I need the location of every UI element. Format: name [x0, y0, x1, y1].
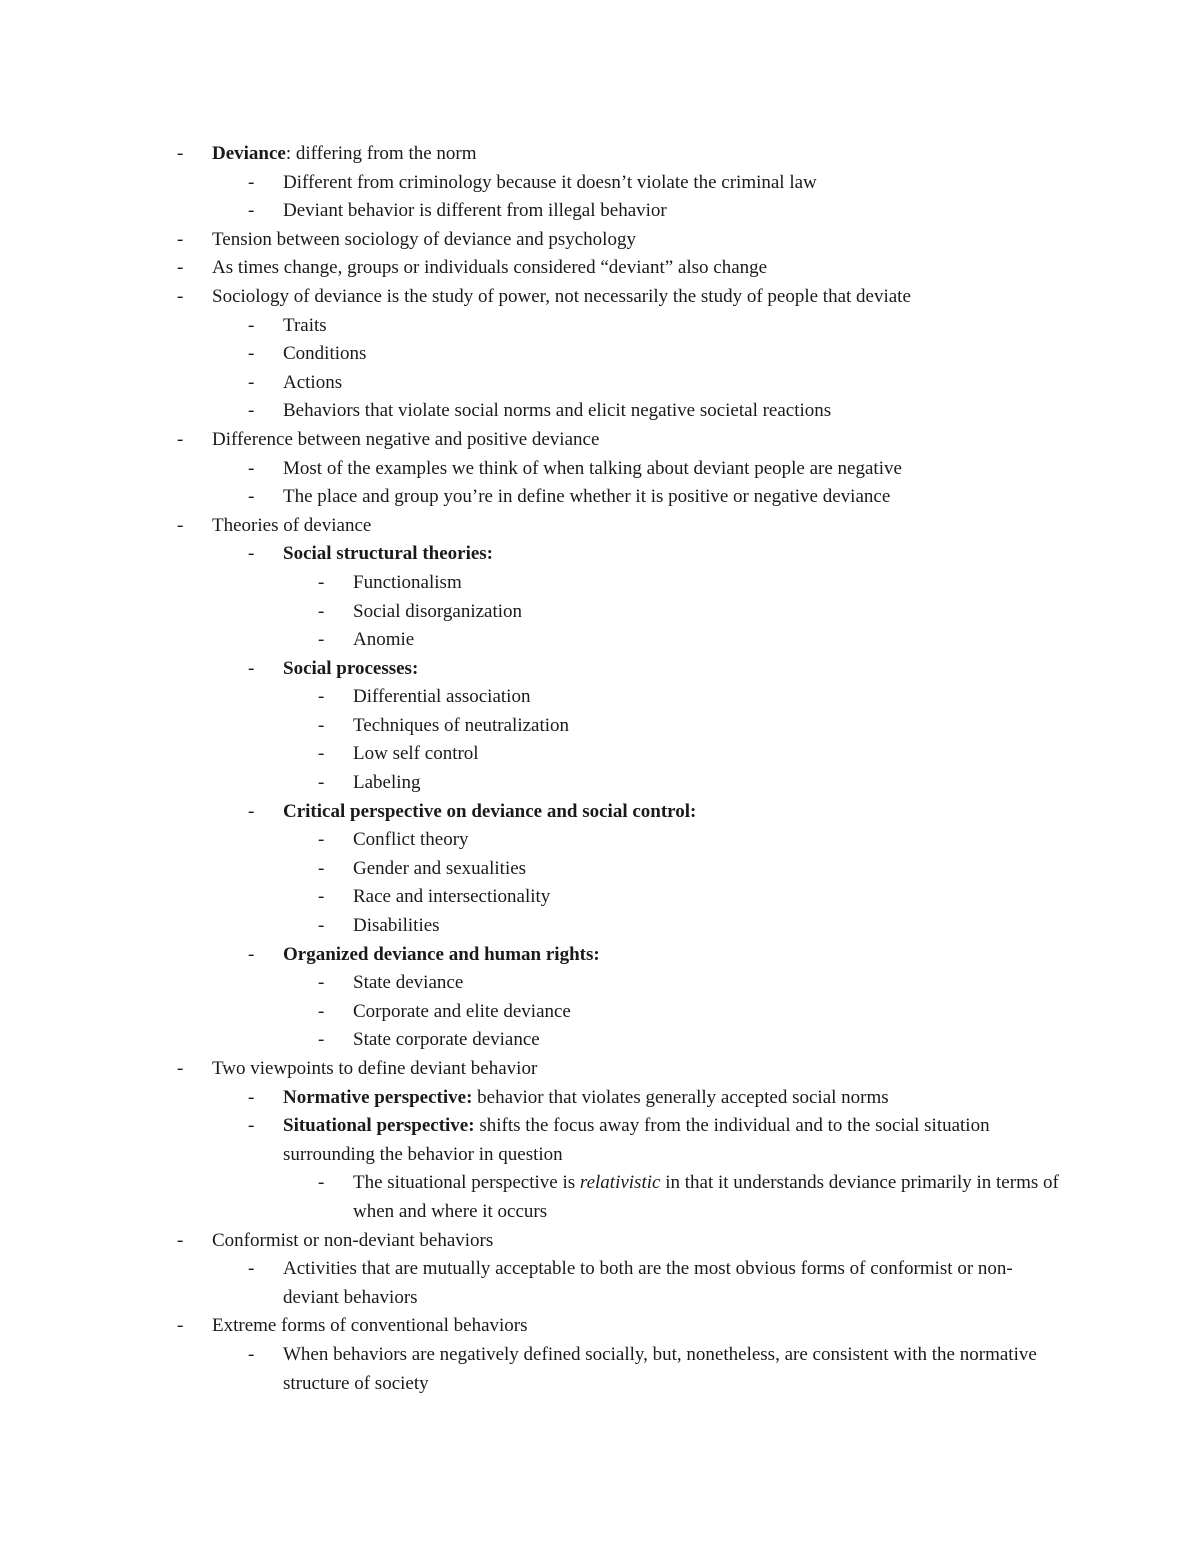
list-item-level-3	[0, 598, 1200, 627]
list-item-text	[353, 626, 1068, 655]
list-item-level-3	[0, 912, 1200, 941]
italic-term: relativistic	[579, 1172, 661, 1194]
list-item-text	[283, 1341, 1063, 1398]
bullet-dash: -	[318, 571, 325, 593]
body-text: Most of the examples we think of when talking about deviant people are negative	[283, 457, 902, 479]
bullet-dash: -	[318, 972, 325, 994]
list-item-level-2	[0, 312, 1200, 341]
list-item-text	[283, 483, 1063, 512]
bold-term: Critical perspective on deviance and social control:	[283, 800, 697, 822]
list-item-level-1	[0, 254, 1200, 283]
list-item-level-3	[0, 769, 1200, 798]
list-item-text	[283, 655, 1063, 684]
body-text: behavior that violates generally accepted social norms	[472, 1086, 889, 1108]
list-item-level-1	[0, 283, 1200, 312]
list-item-text	[353, 740, 1068, 769]
body-text: As times change, groups or individuals considered “deviant” also change	[212, 257, 768, 279]
list-item-text	[353, 1026, 1068, 1055]
bullet-dash: -	[318, 857, 325, 879]
body-text: Labeling	[353, 772, 421, 794]
list-item-level-2	[0, 169, 1200, 198]
list-item-level-2	[0, 1341, 1200, 1398]
list-item-text	[353, 569, 1068, 598]
body-text: Behaviors that violate social norms and elicit negative societal reactions	[283, 400, 832, 422]
bullet-dash: -	[248, 486, 255, 508]
body-text: Actions	[283, 371, 343, 393]
bold-term: Social processes:	[283, 657, 419, 679]
list-item-level-3	[0, 855, 1200, 884]
body-text: When behaviors are negatively defined socially, but, nonetheless, are consistent with the normative structure of society	[283, 1343, 1037, 1394]
body-text: Tension between sociology of deviance and psychology	[212, 228, 636, 250]
body-text: Differential association	[353, 686, 531, 708]
bold-term: Situational perspective:	[283, 1115, 475, 1137]
bullet-dash: -	[318, 1172, 325, 1194]
body-text: Activities that are mutually acceptable to both are the most obvious forms of conformist or non-deviant behaviors	[283, 1258, 1013, 1308]
list-item-level-2	[0, 197, 1200, 226]
list-item-text	[283, 1255, 1063, 1312]
body-text: Low self control	[353, 743, 479, 765]
list-item-level-1	[0, 426, 1200, 455]
list-item-text	[212, 1312, 1072, 1341]
bullet-dash: -	[318, 629, 325, 651]
list-item-level-2	[0, 483, 1200, 512]
body-text: State deviance	[353, 972, 464, 994]
bullet-dash: -	[318, 686, 325, 708]
list-item-level-1	[0, 140, 1200, 169]
bullet-dash: -	[248, 657, 255, 679]
body-text: Techniques of neutralization	[353, 714, 570, 736]
list-item-level-2	[0, 540, 1200, 569]
bullet-dash: -	[177, 285, 184, 307]
bullet-dash: -	[318, 886, 325, 908]
bullet-dash: -	[248, 314, 255, 336]
list-item-text	[283, 798, 1063, 827]
bullet-dash: -	[318, 600, 325, 622]
bullet-dash: -	[177, 143, 184, 164]
list-item-level-3	[0, 1026, 1200, 1055]
bullet-dash: -	[177, 1058, 184, 1079]
bold-term: Organized deviance and human rights:	[283, 943, 600, 965]
list-item-level-1	[0, 512, 1200, 541]
bullet-dash: -	[177, 1315, 184, 1337]
bullet-dash: -	[177, 514, 184, 536]
body-text: Different from criminology because it doesn’t violate the criminal law	[283, 171, 817, 193]
body-text: Anomie	[353, 629, 415, 651]
list-item-level-3	[0, 1169, 1200, 1226]
body-text: Difference between negative and positive deviance	[212, 428, 600, 450]
bullet-dash: -	[248, 457, 255, 479]
bullet-dash: -	[248, 1343, 255, 1365]
body-text: Functionalism	[353, 571, 462, 593]
bullet-dash: -	[248, 371, 255, 393]
bold-term: Deviance	[212, 143, 286, 164]
list-item-text	[283, 1084, 1063, 1113]
list-item-level-2	[0, 655, 1200, 684]
list-item-level-1	[0, 1055, 1200, 1084]
body-text: Social disorganization	[353, 600, 523, 622]
bullet-dash: -	[248, 171, 255, 193]
list-item-text	[353, 998, 1068, 1027]
body-text: State corporate deviance	[353, 1029, 540, 1051]
bullet-dash: -	[177, 1229, 184, 1251]
bold-term: Normative perspective:	[283, 1086, 473, 1108]
list-item-text	[283, 169, 1063, 198]
list-item-level-3	[0, 569, 1200, 598]
bullet-dash: -	[318, 1000, 325, 1022]
list-item-level-2	[0, 941, 1200, 970]
body-text: Conditions	[283, 343, 367, 365]
body-text-continued: in that it understands deviance primarily in terms of when and where it occurs	[353, 1172, 1059, 1222]
list-item-level-2	[0, 1255, 1200, 1312]
bullet-dash: -	[248, 1258, 255, 1280]
body-text: Conformist or non-deviant behaviors	[212, 1229, 494, 1251]
bullet-dash: -	[248, 800, 255, 822]
list-item-text	[212, 426, 1072, 455]
body-text: Conflict theory	[353, 829, 469, 851]
list-item-text	[353, 969, 1068, 998]
body-text: Gender and sexualities	[353, 857, 527, 879]
list-item-text	[283, 540, 1063, 569]
list-item-level-2	[0, 369, 1200, 398]
body-text: Race and intersectionality	[353, 886, 551, 908]
body-text: Two viewpoints to define deviant behavior	[212, 1058, 538, 1079]
list-item-text	[283, 1112, 1063, 1169]
list-item-text	[353, 769, 1068, 798]
bullet-dash: -	[248, 1086, 255, 1108]
body-text: Theories of deviance	[212, 514, 372, 536]
bullet-dash: -	[318, 829, 325, 851]
list-item-level-3	[0, 626, 1200, 655]
list-item-level-1	[0, 226, 1200, 255]
list-item-text	[283, 197, 1063, 226]
list-item-level-1	[0, 1312, 1200, 1341]
list-item-text	[283, 455, 1063, 484]
bullet-dash: -	[248, 200, 255, 222]
body-text: Extreme forms of conventional behaviors	[212, 1315, 528, 1337]
list-item-text	[353, 912, 1068, 941]
list-item-text	[283, 340, 1063, 369]
list-item-level-3	[0, 826, 1200, 855]
list-item-text	[212, 226, 1072, 255]
list-item-level-2	[0, 455, 1200, 484]
body-text: Disabilities	[353, 915, 440, 937]
body-text: The situational perspective is	[353, 1172, 580, 1194]
list-item-level-3	[0, 883, 1200, 912]
bullet-dash: -	[248, 343, 255, 365]
body-text: The place and group you’re in define whether it is positive or negative deviance	[283, 486, 891, 508]
bullet-dash: -	[318, 772, 325, 794]
body-text: Deviant behavior is different from illegal behavior	[283, 200, 667, 222]
list-item-text	[283, 941, 1063, 970]
list-item-level-2	[0, 397, 1200, 426]
list-item-level-3	[0, 712, 1200, 741]
body-text: shifts the focus away from the individual and to the social situation surrounding the behavior in question	[283, 1115, 990, 1165]
list-item-text	[212, 140, 1072, 169]
list-item-text	[353, 1169, 1068, 1226]
list-item-text	[212, 1227, 1072, 1256]
bullet-dash: -	[318, 743, 325, 765]
bullet-dash: -	[248, 1115, 255, 1137]
list-item-level-3	[0, 969, 1200, 998]
bullet-dash: -	[248, 543, 255, 565]
list-item-text	[212, 512, 1072, 541]
list-item-text	[353, 883, 1068, 912]
bullet-dash: -	[318, 915, 325, 937]
body-text: Traits	[283, 314, 327, 336]
bullet-dash: -	[318, 714, 325, 736]
body-text: : differing from the norm	[285, 143, 477, 164]
list-item-level-2	[0, 1112, 1200, 1169]
bold-term: Social structural theories:	[283, 543, 494, 565]
body-text: Corporate and elite deviance	[353, 1000, 571, 1022]
list-item-level-2	[0, 1084, 1200, 1113]
list-item-level-3	[0, 998, 1200, 1027]
list-item-text	[212, 1055, 1072, 1084]
list-item-level-3	[0, 740, 1200, 769]
list-item-level-2	[0, 340, 1200, 369]
list-item-text	[353, 712, 1068, 741]
list-item-text	[353, 855, 1068, 884]
bullet-dash: -	[177, 228, 184, 250]
list-item-level-2	[0, 798, 1200, 827]
bullet-dash: -	[177, 428, 184, 450]
bullet-dash: -	[248, 943, 255, 965]
outline-list	[0, 140, 1200, 1398]
list-item-text	[353, 826, 1068, 855]
bullet-dash: -	[177, 257, 184, 279]
list-item-text	[212, 283, 1072, 312]
bullet-dash: -	[318, 1029, 325, 1051]
list-item-text	[353, 683, 1068, 712]
bullet-dash: -	[248, 400, 255, 422]
list-item-text	[353, 598, 1068, 627]
list-item-level-1	[0, 1227, 1200, 1256]
body-text: Sociology of deviance is the study of power, not necessarily the study of people that deviate	[212, 285, 911, 307]
list-item-text	[283, 397, 1063, 426]
list-item-text	[212, 254, 1072, 283]
list-item-level-3	[0, 683, 1200, 712]
list-item-text	[283, 369, 1063, 398]
list-item-text	[283, 312, 1063, 341]
